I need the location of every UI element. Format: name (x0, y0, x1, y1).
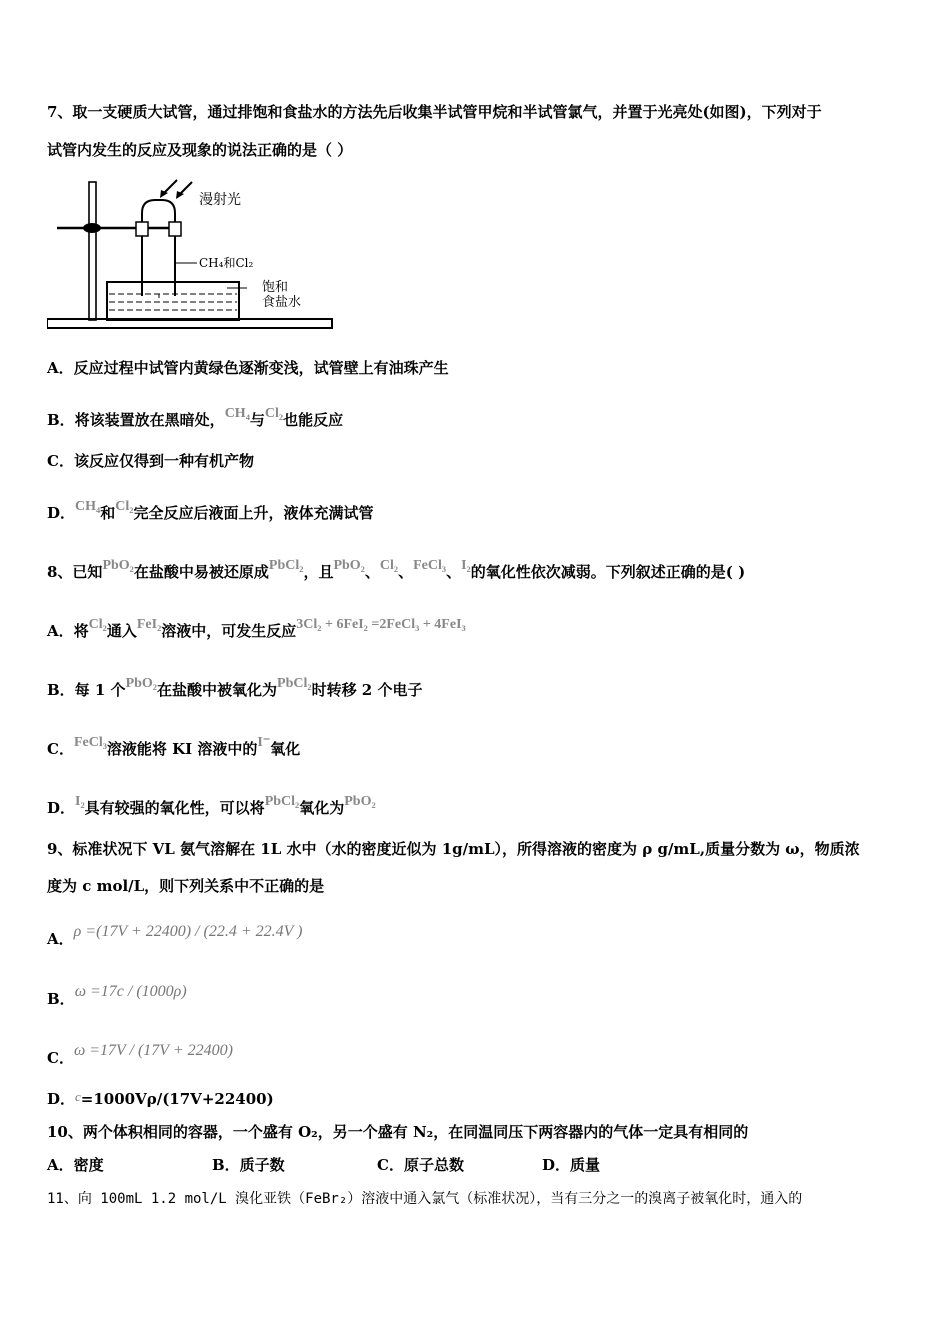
q7-b-text3: 也能反应 (283, 411, 344, 429)
q9-a-math: ρ =(17V + 22400) / (22.4 + 22.4V ) (73, 923, 303, 940)
q8-s5: 、 (398, 563, 414, 581)
q8-a-text3: 溶液中，可发生反应 (161, 622, 297, 640)
q8-d-text3: 氧化为 (299, 799, 345, 817)
q7-b-math2: Cl₂ (264, 406, 284, 421)
apparatus-figure (47, 178, 347, 338)
q7-d-text3: 完全反应后液面上升，液体充满试管 (133, 504, 374, 522)
q8-a-math3: 3Cl₂ + 6FeI₂ =2FeCl₃ + 4FeI₃ (296, 617, 466, 632)
q8-s7: 的氧化性依次减弱。下列叙述正确的是( ) (470, 563, 746, 581)
q9-d-label: D． (47, 1090, 76, 1108)
q7-d-math1: CH₄ (75, 499, 101, 514)
q8-m5: FeCl₃ (413, 558, 447, 573)
q8-option-a (47, 615, 466, 641)
q8-a-math2: FeI₂ (136, 617, 162, 632)
q8-c-text3: 氧化 (270, 740, 301, 758)
q8-stem (47, 556, 745, 582)
q7-option-a: A．反应过程中试管内黄绿色逐渐变浅，试管壁上有油珠产生 (47, 359, 449, 377)
q8-s2: 在盐酸中易被还原成 (133, 563, 269, 581)
q8-d-math1: I₂ (75, 794, 85, 809)
q7-b-text2: 与 (249, 411, 265, 429)
q8-c-math1: FeCl₃ (73, 735, 107, 750)
q9-stem-line1: 9、标准状况下 VL 氨气溶解在 1L 水中（水的密度近似为 1g/mL），所得溶液的密度为 ρ g/mL,质量分数为 ω，物质浓 (47, 840, 860, 858)
q7-b-math1: CH₄ (224, 406, 250, 421)
q9-a-label: A． (47, 930, 74, 948)
q8-c-text1: C． (47, 740, 74, 758)
q8-d-text2: 具有较强的氧化性，可以将 (84, 799, 265, 817)
q7-d-text2: 和 (100, 504, 116, 522)
q8-option-b (47, 674, 422, 700)
q8-b-math1: PbO₂ (125, 676, 157, 691)
q7-d-text1: D． (47, 504, 76, 522)
q7-d-math2: Cl₂ (115, 499, 134, 514)
q8-b-text2: 在盐酸中被氧化为 (157, 681, 278, 699)
q9-option-c (47, 1041, 233, 1068)
q7-option-c: C．该反应仅得到一种有机产物 (47, 452, 254, 470)
q8-m1: PbO₂ (102, 558, 134, 573)
q9-stem-line2: 度为 c mol/L，则下列关系中不正确的是 (47, 877, 325, 895)
label-water1: 饱和 (262, 280, 289, 295)
q8-c-text2: 溶液能将 KI 溶液中的 (106, 740, 258, 758)
q8-m6: I₂ (461, 558, 471, 573)
q8-c-math2: I⁻ (257, 735, 271, 750)
q7-option-b (47, 404, 343, 430)
q8-d-math2: PbCl₂ (264, 794, 300, 809)
q8-d-math3: PbO₂ (344, 794, 376, 809)
label-water2: 食盐水 (262, 295, 302, 310)
q8-b-text1: B．每 1 个 (47, 681, 126, 699)
q9-b-math: ω =17c / (1000ρ) (74, 983, 187, 1000)
q10-option-d: D．质量 (542, 1156, 601, 1174)
q9-d-math: c (75, 1089, 81, 1104)
q8-a-text2: 通入 (106, 622, 137, 640)
label-gas: CH₄和Cl₂ (199, 256, 254, 270)
q8-m4: Cl₂ (379, 558, 399, 573)
q9-option-d (47, 1087, 274, 1109)
q7-option-d (47, 497, 373, 523)
q8-option-d (47, 792, 376, 818)
q8-b-math2: PbCl₂ (277, 676, 312, 691)
q9-d-text: =1000Vρ/(17V+22400) (80, 1090, 274, 1108)
q9-c-label: C． (47, 1049, 74, 1067)
q10-option-b: B．质子数 (212, 1156, 285, 1174)
q9-option-b (47, 982, 187, 1009)
q11-stem: 11、向 100mL 1.2 mol/L 溴化亚铁（FeBr₂）溶液中通入氯气（标准状况），当有三分之一的溴离子被氧化时，通入的 (47, 1191, 803, 1207)
q8-a-text1: A．将 (47, 622, 89, 640)
q8-option-c (47, 733, 300, 759)
q10-option-a: A．密度 (47, 1156, 104, 1174)
label-light: 漫射光 (199, 192, 241, 208)
q8-s6: 、 (446, 563, 462, 581)
q8-s3: ，且 (303, 563, 334, 581)
q8-s4: 、 (364, 563, 380, 581)
q7-stem-line2: 试管内发生的反应及现象的说法正确的是（ ） (47, 141, 353, 159)
q8-d-text1: D． (47, 799, 76, 817)
q8-a-math1: Cl₂ (88, 617, 107, 632)
q8-b-text3: 时转移 2 个电子 (311, 681, 423, 699)
q8-m2: PbCl₂ (268, 558, 304, 573)
q7-b-text1: B．将该装置放在黑暗处， (47, 411, 225, 429)
q8-m3: PbO₂ (333, 558, 365, 573)
q10-stem: 10、两个体积相同的容器，一个盛有 O₂，另一个盛有 N₂，在同温同压下两容器内的气体一定具有相同的 (47, 1123, 749, 1141)
q10-option-c: C．原子总数 (377, 1156, 464, 1174)
q9-c-math: ω =17V / (17V + 22400) (73, 1042, 233, 1059)
q9-b-label: B． (47, 990, 75, 1008)
q8-s1: 8、已知 (47, 563, 103, 581)
q9-option-a (47, 922, 302, 949)
q7-stem-line1: 7、取一支硬质大试管，通过排饱和食盐水的方法先后收集半试管甲烷和半试管氯气，并置于光亮处(如图)，下列对于 (47, 103, 822, 121)
